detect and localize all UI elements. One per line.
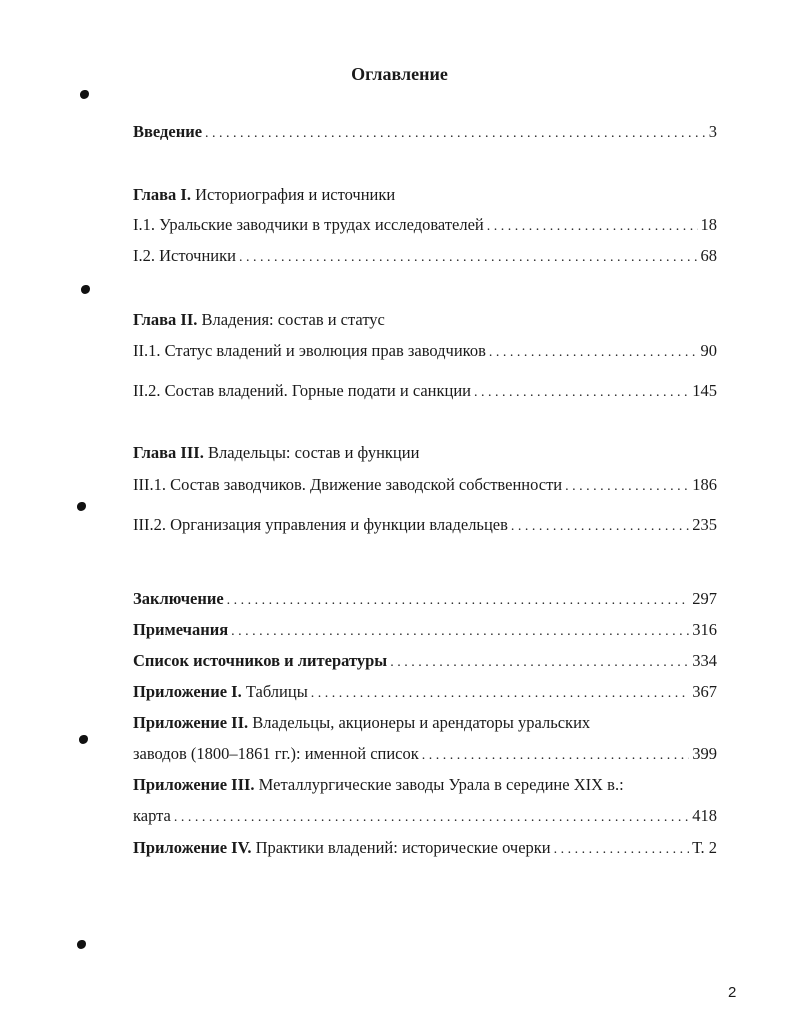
appendix-title: Таблицы [241, 682, 308, 701]
entry-page: 145 [692, 381, 717, 400]
toc-entry-2-1 [133, 341, 717, 361]
entry-label: I.1. Уральские заводчики в трудах исследователей [133, 215, 484, 234]
entry-page: 297 [692, 589, 717, 608]
chapter-2-heading [133, 310, 385, 330]
dot-leader [489, 343, 698, 363]
entry-page: 186 [692, 475, 717, 494]
entry-label: III.1. Состав заводчиков. Движение заводской собственности [133, 475, 563, 494]
toc-entry-introduction [133, 122, 717, 142]
entry-label: карта [133, 806, 171, 825]
appendix-number: Приложение I. [133, 682, 242, 701]
dot-leader [487, 217, 698, 237]
dot-leader [311, 684, 689, 704]
scan-speck [77, 502, 86, 511]
chapter-title: Владельцы: состав и функции [203, 443, 420, 462]
appendix-title: Практики владений: исторические очерки [251, 838, 551, 857]
toc-entry-3-2 [133, 515, 717, 535]
appendix-number: Приложение IV. [133, 838, 252, 857]
entry-page: 418 [692, 806, 717, 825]
chapter-number: Глава I. [133, 185, 191, 204]
dot-leader [554, 840, 689, 860]
dot-leader [231, 622, 689, 642]
entry-label: Примечания [133, 620, 229, 639]
scan-speck [80, 90, 89, 99]
chapter-title: Историография и источники [190, 185, 396, 204]
chapter-number: Глава II. [133, 310, 198, 329]
scan-speck [79, 735, 88, 744]
appendix-title: Владельцы, акционеры и арендаторы уральских [248, 713, 591, 732]
appendix-title: Металлургические заводы Урала в середине XIX в.: [254, 775, 624, 794]
toc-entry-notes [133, 620, 717, 640]
toc-entry-appendix-1 [133, 682, 717, 702]
toc-entry-conclusion [133, 589, 717, 609]
entry-label: I.2. Источники [133, 246, 236, 265]
appendix-3-heading [133, 775, 624, 795]
chapter-title: Владения: состав и статус [197, 310, 385, 329]
dot-leader [511, 517, 689, 537]
entry-page: 316 [692, 620, 717, 639]
entry-label: Введение [133, 122, 203, 141]
entry-label: II.1. Статус владений и эволюция прав заводчиков [133, 341, 486, 360]
toc-entry-appendix-2 [133, 744, 717, 764]
chapter-number: Глава III. [133, 443, 204, 462]
entry-page: 68 [700, 246, 717, 265]
dot-leader [565, 477, 689, 497]
chapter-1-heading [133, 185, 395, 205]
entry-page: 399 [692, 744, 717, 763]
toc-entry-3-1 [133, 475, 717, 495]
entry-page: 334 [692, 651, 717, 670]
toc-title: Оглавление [351, 64, 448, 84]
entry-label: III.2. Организация управления и функции владельцев [133, 515, 508, 534]
entry-label: Список источников и литературы [133, 651, 388, 670]
toc-entry-sources [133, 651, 717, 671]
dot-leader [239, 248, 698, 268]
scan-speck [77, 940, 86, 949]
appendix-number: Приложение II. [133, 713, 249, 732]
entry-page: 90 [700, 341, 717, 360]
toc-entry-2-2 [133, 381, 717, 401]
dot-leader [390, 653, 689, 673]
appendix-2-heading [133, 713, 590, 733]
dot-leader [205, 124, 706, 144]
dot-leader [422, 746, 689, 766]
entry-label: II.2. Состав владений. Горные подати и санкции [133, 381, 472, 400]
appendix-number: Приложение III. [133, 775, 255, 794]
entry-label: заводов (1800–1861 гг.): именной список [133, 744, 419, 763]
dot-leader [474, 383, 689, 403]
chapter-3-heading [133, 443, 419, 463]
entry-page: 235 [692, 515, 717, 534]
dot-leader [174, 808, 689, 828]
entry-label: Заключение [133, 589, 224, 608]
toc-entry-appendix-3 [133, 806, 717, 826]
entry-page: 3 [708, 122, 717, 141]
toc-entry-1-1 [133, 215, 717, 235]
toc-entry-appendix-4 [133, 838, 717, 858]
entry-page: 18 [700, 215, 717, 234]
entry-page: 367 [692, 682, 717, 701]
scan-speck [81, 285, 90, 294]
entry-page: Т. 2 [692, 838, 717, 857]
page-number: 2 [728, 984, 737, 1001]
dot-leader [227, 591, 690, 611]
toc-entry-1-2 [133, 246, 717, 266]
